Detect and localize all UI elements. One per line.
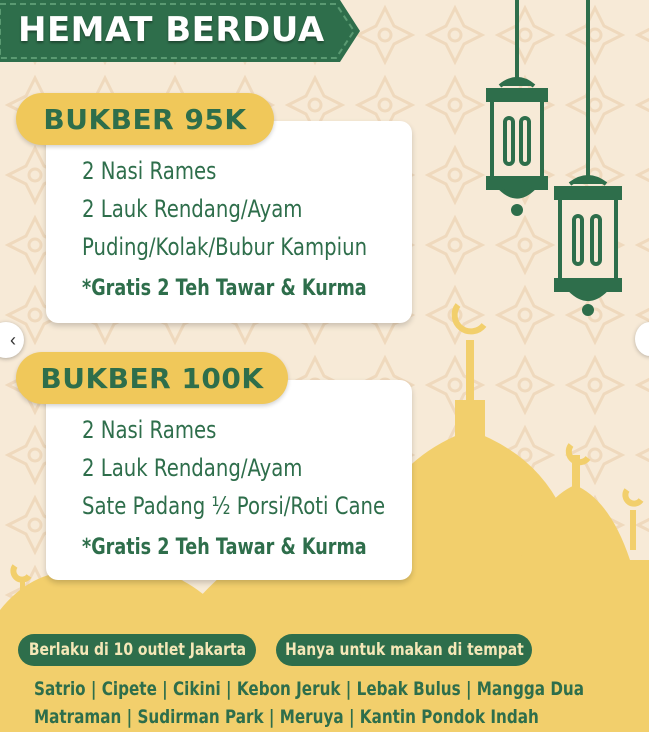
package-item: 2 Nasi Rames bbox=[82, 157, 217, 185]
package-card-95k bbox=[46, 121, 412, 323]
package-title-100k: BUKBER 100K bbox=[16, 352, 288, 404]
package-note: *Gratis 2 Teh Tawar & Kurma bbox=[82, 535, 367, 560]
page-title: HEMAT BERDUA bbox=[18, 10, 325, 50]
package-item: 2 Lauk Rendang/Ayam bbox=[82, 454, 303, 482]
tag-outlets: Berlaku di 10 outlet Jakarta bbox=[18, 634, 256, 666]
outlet-list-line-2: Matraman | Sudirman Park | Meruya | Kantin Pondok Indah bbox=[34, 706, 539, 728]
package-item: Sate Padang ½ Porsi/Roti Cane bbox=[82, 492, 386, 520]
chevron-left-icon: ‹ bbox=[10, 329, 16, 350]
package-card-100k bbox=[46, 380, 412, 580]
outlet-list-line-1: Satrio | Cipete | Cikini | Kebon Jeruk | Lebak Bulus | Mangga Dua bbox=[34, 678, 585, 700]
tag-dine-in: Hanya untuk makan di tempat bbox=[276, 634, 532, 666]
package-note: *Gratis 2 Teh Tawar & Kurma bbox=[82, 276, 367, 301]
package-item: 2 Lauk Rendang/Ayam bbox=[82, 195, 303, 223]
package-title-95k: BUKBER 95K bbox=[16, 93, 274, 145]
package-item: Puding/Kolak/Bubur Kampiun bbox=[82, 233, 368, 261]
package-item: 2 Nasi Rames bbox=[82, 416, 217, 444]
